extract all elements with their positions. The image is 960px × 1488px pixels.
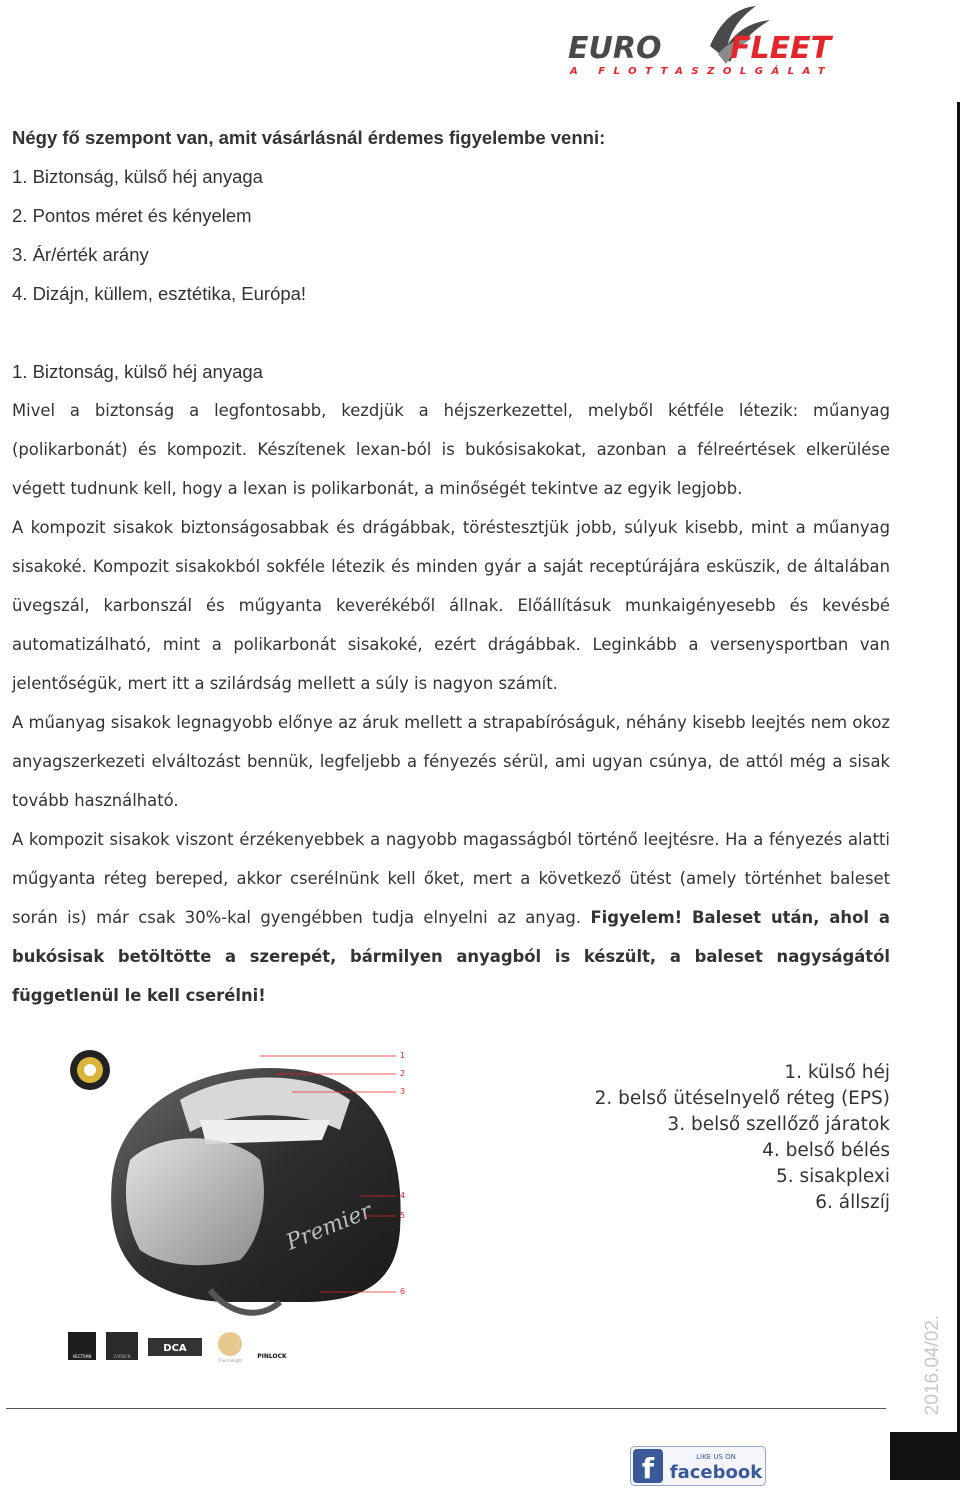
badge-dca: DCA [163, 1343, 187, 1354]
facebook-small-text: LIKE US ON [696, 1453, 736, 1461]
callout-3: 3 [400, 1087, 406, 1096]
warning-bold: Figyelem! Baleset után, ahol a bukósisak betöltötte a szerepét, bármilyen anyagból is készült, a baleset nagyságától függetlenül le kell cserélni! [12, 908, 890, 1005]
feature-badges [68, 1332, 287, 1363]
facebook-big-text: facebook [669, 1462, 763, 1483]
helmet-brand: Premier [282, 1198, 376, 1256]
callout-5: 5 [400, 1211, 406, 1220]
callout-6: 6 [400, 1287, 406, 1296]
section-heading: 1. Biztonság, külső héj anyaga [12, 361, 263, 382]
eurofleet-logo [560, 2, 900, 82]
safety-badge-icon [70, 1050, 110, 1090]
warning-text: A kompozit sisakok viszont érzékenyebbek a nagyobb magasságból történő leejtésre. Ha a fényezés alatti műgyanta réteg bereped, akkor cserélnünk kell őket, mert a következő ütést (amely történhet baleset során is) már csak 30%-kal gyengébben tudja elnyelni az anyag. [12, 830, 890, 927]
paragraph-warning [12, 820, 890, 1015]
legend-item: 5. sisakplexi [775, 1166, 890, 1187]
legend-item: 3. belső szellőző járatok [667, 1114, 890, 1135]
legend-item: 4. belső bélés [762, 1140, 890, 1161]
intro-item: 4. Dizájn, küllem, esztétika, Európa! [12, 283, 307, 304]
callout-1: 1 [400, 1051, 406, 1060]
visor [126, 1138, 264, 1265]
paragraph-composite: A kompozit sisakok biztonságosabbak és drágábbak, töréstesztjük jobb, súlyuk kisebb, mint a műanyag sisakoké. Kompozit sisakokból sokféle létezik és minden gyár a saját receptúrájára esküszik, de általában üvegszál, karbonszál és műgyanta keverékéből állnak. Előállításuk munkaigényesebb és kevésbé automatizálható, mint a polikarbonát sisakoké, ezért drágábbak. Leginkább a versenysportban van jelentőségük, mert itt a szilárdság mellett a súly is nagyon számít. [12, 518, 890, 693]
badge-vectran: VECTRAN [72, 1354, 92, 1359]
logo-tagline: A FLOTTASZOLGÁLAT [570, 66, 834, 77]
safety-section [12, 352, 890, 1015]
paragraph-shell-types: Mivel a biztonság a legfontosabb, kezdjük a héjszerkezettel, melyből kétféle létezik: műanyag (polikarbonát) és kompozit. Készítenek lexan-ból is bukósisakokat, azonban a félreértések elkerülése végett tudnunk kell, hogy a lexan is polikarbonát, a minőségét tekintve az egyik legjobb. [12, 401, 890, 498]
intro-heading: Négy fő szempont van, amit vásárlásnál érdemes figyelembe venni: [12, 127, 606, 148]
helmet-legend [560, 1060, 890, 1216]
footer-block [890, 1432, 960, 1480]
callout-2: 2 [400, 1069, 406, 1078]
badge-thermolight: Thermolight [217, 1358, 243, 1363]
legend-item: 6. állszíj [815, 1192, 890, 1213]
footer-divider [6, 1408, 886, 1409]
intro-section [12, 118, 892, 313]
legend-item: 2. belső ütéselnyelő réteg (EPS) [594, 1088, 890, 1109]
helmet-illustration [60, 1040, 420, 1380]
intro-item: 3. Ár/érték arány [12, 244, 149, 265]
badge-carbon: CARBON [113, 1354, 131, 1359]
intro-item: 1. Biztonság, külső héj anyaga [12, 166, 263, 187]
date-text: 2016.04/02. [922, 1314, 943, 1416]
callout-4: 4 [400, 1191, 406, 1200]
logo-euro: EURO [568, 31, 662, 66]
legend-item: 1. külső héj [784, 1062, 890, 1083]
svg-text:f: f [641, 1452, 655, 1485]
intro-item: 2. Pontos méret és kényelem [12, 205, 252, 226]
facebook-like-button[interactable] [630, 1446, 766, 1486]
paragraph-plastic: A műanyag sisakok legnagyobb előnye az áruk mellett a strapabíróságuk, néhány kisebb leejtés nem okoz anyagszerkezeti elváltozást bennük, legfeljebb a fényezés sérül, ami ugyan csúnya, de attól még a sisak tovább használható. [12, 713, 890, 810]
date-stamp [909, 1310, 957, 1420]
badge-pinlock: PINLOCK [257, 1353, 287, 1360]
logo-fleet: FLEET [730, 31, 832, 66]
